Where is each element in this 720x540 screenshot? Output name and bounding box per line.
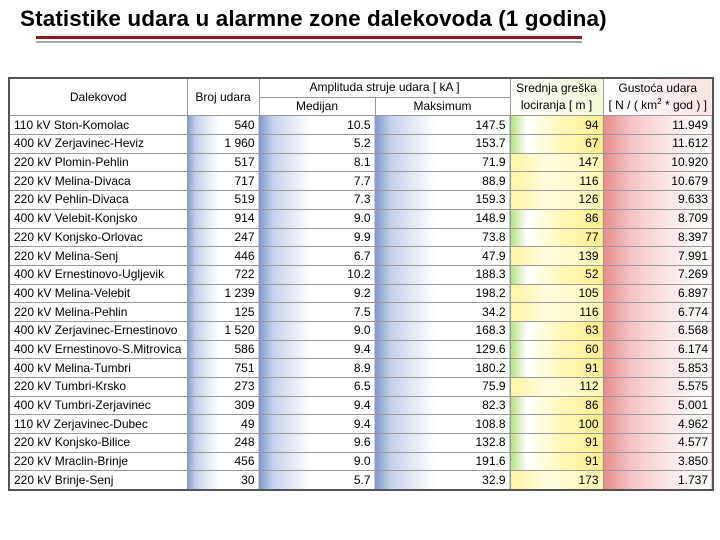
cell-broj-udara: 49 xyxy=(187,415,259,434)
cell-dalekovod: 400 kV Melina-Tumbri xyxy=(9,359,187,378)
cell-medijan: 9.4 xyxy=(259,396,375,415)
cell-dalekovod: 220 kV Melina-Divaca xyxy=(9,172,187,191)
cell-maksimum: 180.2 xyxy=(375,359,510,378)
cell-gustoca: 4.962 xyxy=(603,415,713,434)
cell-maksimum: 188.3 xyxy=(375,265,510,284)
table-row xyxy=(9,434,713,453)
cell-maksimum: 159.3 xyxy=(375,191,510,210)
page-title: Statistike udara u alarmne zone dalekovoda (1 godina) xyxy=(20,6,607,31)
cell-medijan: 9.6 xyxy=(259,434,375,453)
cell-gustoca: 3.850 xyxy=(603,452,713,471)
cell-greska: 126 xyxy=(510,191,603,210)
cell-gustoca: 4.577 xyxy=(603,434,713,453)
cell-broj-udara: 1 960 xyxy=(187,135,259,154)
cell-medijan: 5.7 xyxy=(259,471,375,490)
cell-broj-udara: 248 xyxy=(187,434,259,453)
cell-maksimum: 75.9 xyxy=(375,378,510,397)
cell-dalekovod: 220 kV Tumbri-Krsko xyxy=(9,378,187,397)
table-row xyxy=(9,116,713,135)
table-row xyxy=(9,191,713,210)
cell-dalekovod: 220 kV Pehlin-Divaca xyxy=(9,191,187,210)
cell-broj-udara: 273 xyxy=(187,378,259,397)
header-greska xyxy=(510,78,603,116)
cell-broj-udara: 309 xyxy=(187,396,259,415)
cell-gustoca: 11.949 xyxy=(603,116,713,135)
cell-medijan: 9.0 xyxy=(259,209,375,228)
header-gustoca-sup: 2 xyxy=(657,97,662,107)
cell-maksimum: 168.3 xyxy=(375,321,510,340)
cell-broj-udara: 446 xyxy=(187,247,259,266)
cell-dalekovod: 400 kV Ernestinovo-Ugljevik xyxy=(9,265,187,284)
cell-dalekovod: 400 kV Ernestinovo-S.Mitrovica xyxy=(9,340,187,359)
cell-greska: 112 xyxy=(510,378,603,397)
header-amplituda: Amplituda struje udara [ kA ] xyxy=(259,78,510,97)
cell-dalekovod: 400 kV Velebit-Konjsko xyxy=(9,209,187,228)
cell-gustoca: 8.397 xyxy=(603,228,713,247)
cell-broj-udara: 722 xyxy=(187,265,259,284)
header-dalekovod: Dalekovod xyxy=(9,78,187,116)
cell-maksimum: 47.9 xyxy=(375,247,510,266)
cell-dalekovod: 220 kV Konjsko-Bilice xyxy=(9,434,187,453)
statistics-table xyxy=(8,77,714,491)
cell-broj-udara: 914 xyxy=(187,209,259,228)
cell-medijan: 6.5 xyxy=(259,378,375,397)
cell-greska: 60 xyxy=(510,340,603,359)
cell-dalekovod: 400 kV Zerjavinec-Ernestinovo xyxy=(9,321,187,340)
cell-dalekovod: 110 kV Zerjavinec-Dubec xyxy=(9,415,187,434)
cell-broj-udara: 247 xyxy=(187,228,259,247)
cell-medijan: 6.7 xyxy=(259,247,375,266)
cell-maksimum: 88.9 xyxy=(375,172,510,191)
cell-greska: 86 xyxy=(510,396,603,415)
cell-medijan: 9.9 xyxy=(259,228,375,247)
table-row xyxy=(9,340,713,359)
cell-gustoca: 5.001 xyxy=(603,396,713,415)
cell-broj-udara: 517 xyxy=(187,153,259,172)
header-gustoca-post: * god ) ] xyxy=(661,98,707,113)
cell-gustoca: 10.679 xyxy=(603,172,713,191)
cell-dalekovod: 400 kV Melina-Velebit xyxy=(9,284,187,303)
header-greska-line1: Srednja greška xyxy=(516,81,597,96)
header-gustoca xyxy=(603,78,713,116)
cell-broj-udara: 456 xyxy=(187,452,259,471)
cell-gustoca: 8.709 xyxy=(603,209,713,228)
cell-broj-udara: 125 xyxy=(187,303,259,322)
table-row xyxy=(9,284,713,303)
cell-medijan: 9.0 xyxy=(259,452,375,471)
cell-gustoca: 1.737 xyxy=(603,471,713,490)
cell-medijan: 8.1 xyxy=(259,153,375,172)
cell-maksimum: 191.6 xyxy=(375,452,510,471)
cell-gustoca: 6.568 xyxy=(603,321,713,340)
cell-medijan: 7.5 xyxy=(259,303,375,322)
cell-greska: 116 xyxy=(510,172,603,191)
cell-medijan: 9.4 xyxy=(259,340,375,359)
table-row xyxy=(9,471,713,490)
table-row xyxy=(9,452,713,471)
cell-dalekovod: 220 kV Mraclin-Brinje xyxy=(9,452,187,471)
cell-dalekovod: 400 kV Tumbri-Zerjavinec xyxy=(9,396,187,415)
table-row xyxy=(9,396,713,415)
table-row xyxy=(9,209,713,228)
cell-maksimum: 82.3 xyxy=(375,396,510,415)
cell-gustoca: 5.853 xyxy=(603,359,713,378)
cell-medijan: 5.2 xyxy=(259,135,375,154)
cell-broj-udara: 717 xyxy=(187,172,259,191)
cell-greska: 173 xyxy=(510,471,603,490)
cell-gustoca: 9.633 xyxy=(603,191,713,210)
cell-medijan: 9.4 xyxy=(259,415,375,434)
cell-dalekovod: 400 kV Zerjavinec-Heviz xyxy=(9,135,187,154)
cell-maksimum: 132.8 xyxy=(375,434,510,453)
cell-broj-udara: 540 xyxy=(187,116,259,135)
table-row xyxy=(9,303,713,322)
header-gustoca-pre: [ N / ( km xyxy=(608,98,658,113)
header-gustoca-line1: Gustoća udara xyxy=(618,81,698,96)
cell-broj-udara: 751 xyxy=(187,359,259,378)
cell-medijan: 9.0 xyxy=(259,321,375,340)
cell-gustoca: 6.174 xyxy=(603,340,713,359)
cell-greska: 91 xyxy=(510,452,603,471)
cell-maksimum: 108.8 xyxy=(375,415,510,434)
table-row xyxy=(9,415,713,434)
cell-greska: 100 xyxy=(510,415,603,434)
table-row xyxy=(9,378,713,397)
cell-gustoca: 7.269 xyxy=(603,265,713,284)
table-row xyxy=(9,172,713,191)
cell-dalekovod: 220 kV Melina-Pehlin xyxy=(9,303,187,322)
cell-greska: 147 xyxy=(510,153,603,172)
cell-greska: 86 xyxy=(510,209,603,228)
cell-broj-udara: 1 239 xyxy=(187,284,259,303)
cell-maksimum: 153.7 xyxy=(375,135,510,154)
title-underline-shadow xyxy=(36,41,582,43)
header-maksimum: Maksimum xyxy=(375,97,510,116)
cell-gustoca: 6.774 xyxy=(603,303,713,322)
cell-gustoca: 10.920 xyxy=(603,153,713,172)
cell-broj-udara: 1 520 xyxy=(187,321,259,340)
table-body xyxy=(9,116,713,490)
cell-medijan: 8.9 xyxy=(259,359,375,378)
cell-medijan: 10.2 xyxy=(259,265,375,284)
table-row xyxy=(9,265,713,284)
cell-maksimum: 129.6 xyxy=(375,340,510,359)
cell-greska: 67 xyxy=(510,135,603,154)
cell-greska: 77 xyxy=(510,228,603,247)
cell-greska: 52 xyxy=(510,265,603,284)
cell-maksimum: 71.9 xyxy=(375,153,510,172)
header-broj-udara: Broj udara xyxy=(187,78,259,116)
cell-greska: 63 xyxy=(510,321,603,340)
header-greska-line2: lociranja [ m ] xyxy=(520,98,593,113)
cell-maksimum: 148.9 xyxy=(375,209,510,228)
table-row xyxy=(9,228,713,247)
table-row xyxy=(9,247,713,266)
cell-dalekovod: 220 kV Plomin-Pehlin xyxy=(9,153,187,172)
cell-maksimum: 34.2 xyxy=(375,303,510,322)
cell-medijan: 10.5 xyxy=(259,116,375,135)
table-row xyxy=(9,359,713,378)
cell-greska: 91 xyxy=(510,359,603,378)
cell-medijan: 9.2 xyxy=(259,284,375,303)
cell-dalekovod: 110 kV Ston-Komolac xyxy=(9,116,187,135)
cell-medijan: 7.7 xyxy=(259,172,375,191)
cell-greska: 105 xyxy=(510,284,603,303)
table-row xyxy=(9,153,713,172)
cell-greska: 116 xyxy=(510,303,603,322)
table-row xyxy=(9,321,713,340)
cell-maksimum: 198.2 xyxy=(375,284,510,303)
cell-greska: 94 xyxy=(510,116,603,135)
cell-gustoca: 7.991 xyxy=(603,247,713,266)
cell-maksimum: 32.9 xyxy=(375,471,510,490)
cell-greska: 91 xyxy=(510,434,603,453)
cell-broj-udara: 586 xyxy=(187,340,259,359)
cell-gustoca: 11.612 xyxy=(603,135,713,154)
cell-dalekovod: 220 kV Melina-Senj xyxy=(9,247,187,266)
cell-gustoca: 6.897 xyxy=(603,284,713,303)
header-medijan: Medijan xyxy=(259,97,375,116)
cell-dalekovod: 220 kV Brinje-Senj xyxy=(9,471,187,490)
header-gustoca-line2 xyxy=(608,97,709,114)
cell-broj-udara: 30 xyxy=(187,471,259,490)
cell-dalekovod: 220 kV Konjsko-Orlovac xyxy=(9,228,187,247)
table-row xyxy=(9,135,713,154)
cell-gustoca: 5.575 xyxy=(603,378,713,397)
cell-broj-udara: 519 xyxy=(187,191,259,210)
title-underline xyxy=(36,36,582,39)
cell-maksimum: 147.5 xyxy=(375,116,510,135)
cell-greska: 139 xyxy=(510,247,603,266)
cell-maksimum: 73.8 xyxy=(375,228,510,247)
cell-medijan: 7.3 xyxy=(259,191,375,210)
